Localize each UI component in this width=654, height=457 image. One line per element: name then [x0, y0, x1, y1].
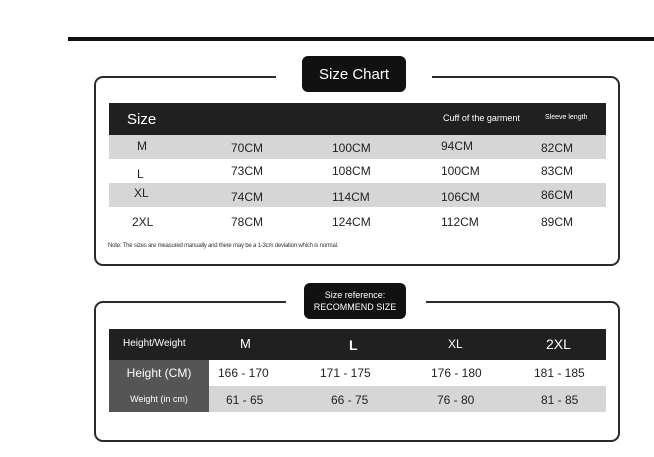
size-chart-title-text: Size Chart — [318, 65, 390, 83]
value-cell: 73CM — [231, 164, 264, 178]
header-sleeve: Sleeve length — [545, 114, 588, 121]
value-cell: 106CM — [441, 190, 480, 204]
value-cell: 74CM — [231, 190, 264, 204]
value-cell: 171 - 175 — [320, 366, 371, 380]
row-label: Weight (in cm) — [130, 394, 188, 404]
value-cell: 61 - 65 — [226, 393, 264, 407]
header-size: Size — [127, 111, 157, 128]
row-label: Height (CM) — [126, 366, 192, 380]
header-cuff: Cuff of the garment — [443, 113, 520, 123]
value-cell: 166 - 170 — [218, 366, 269, 380]
table-row — [109, 135, 606, 159]
recommend-header — [109, 329, 606, 360]
recommend-title-line2: RECOMMEND SIZE — [313, 302, 397, 312]
header-size-2xl: 2XL — [546, 336, 571, 352]
value-cell: 176 - 180 — [431, 366, 482, 380]
table-row — [109, 360, 606, 386]
value-cell: 100CM — [332, 141, 371, 155]
value-cell: 114CM — [332, 190, 370, 204]
value-cell: 81 - 85 — [541, 393, 579, 407]
value-cell: 112CM — [441, 215, 479, 229]
value-cell: 94CM — [441, 139, 474, 153]
table-row — [109, 159, 606, 183]
value-cell: 76 - 80 — [437, 393, 475, 407]
size-cell: L — [137, 167, 144, 181]
recommend-size-title — [304, 283, 406, 319]
value-cell: 124CM — [332, 215, 371, 229]
table-row — [109, 209, 606, 233]
value-cell: 100CM — [441, 164, 480, 178]
size-cell: 2XL — [132, 215, 154, 229]
value-cell: 70CM — [231, 141, 264, 155]
value-cell: 78CM — [231, 215, 264, 229]
row-label-cell — [109, 386, 209, 412]
value-cell: 83CM — [541, 164, 574, 178]
header-height-weight: Height/Weight — [123, 338, 186, 349]
value-cell: 86CM — [541, 188, 574, 202]
size-cell: M — [137, 139, 147, 153]
top-divider — [68, 37, 654, 41]
table-row — [109, 183, 606, 207]
value-cell: 89CM — [541, 215, 574, 229]
value-cell: 82CM — [541, 141, 574, 155]
row-label-cell — [109, 360, 209, 386]
value-cell: 66 - 75 — [331, 393, 369, 407]
size-note: Note: The sizes are measured manually and there may be a 1-3cm deviation which is normal. — [108, 243, 339, 249]
value-cell: 181 - 185 — [534, 366, 585, 380]
size-cell: XL — [134, 186, 149, 200]
table-row — [109, 386, 606, 412]
value-cell: 108CM — [332, 164, 371, 178]
header-size-m: M — [240, 336, 251, 351]
header-size-xl: XL — [448, 337, 463, 351]
size-chart-header — [109, 103, 606, 135]
recommend-title-line1: Size reference: — [324, 290, 386, 300]
size-chart-title — [302, 56, 406, 92]
header-size-l: L — [349, 337, 358, 353]
